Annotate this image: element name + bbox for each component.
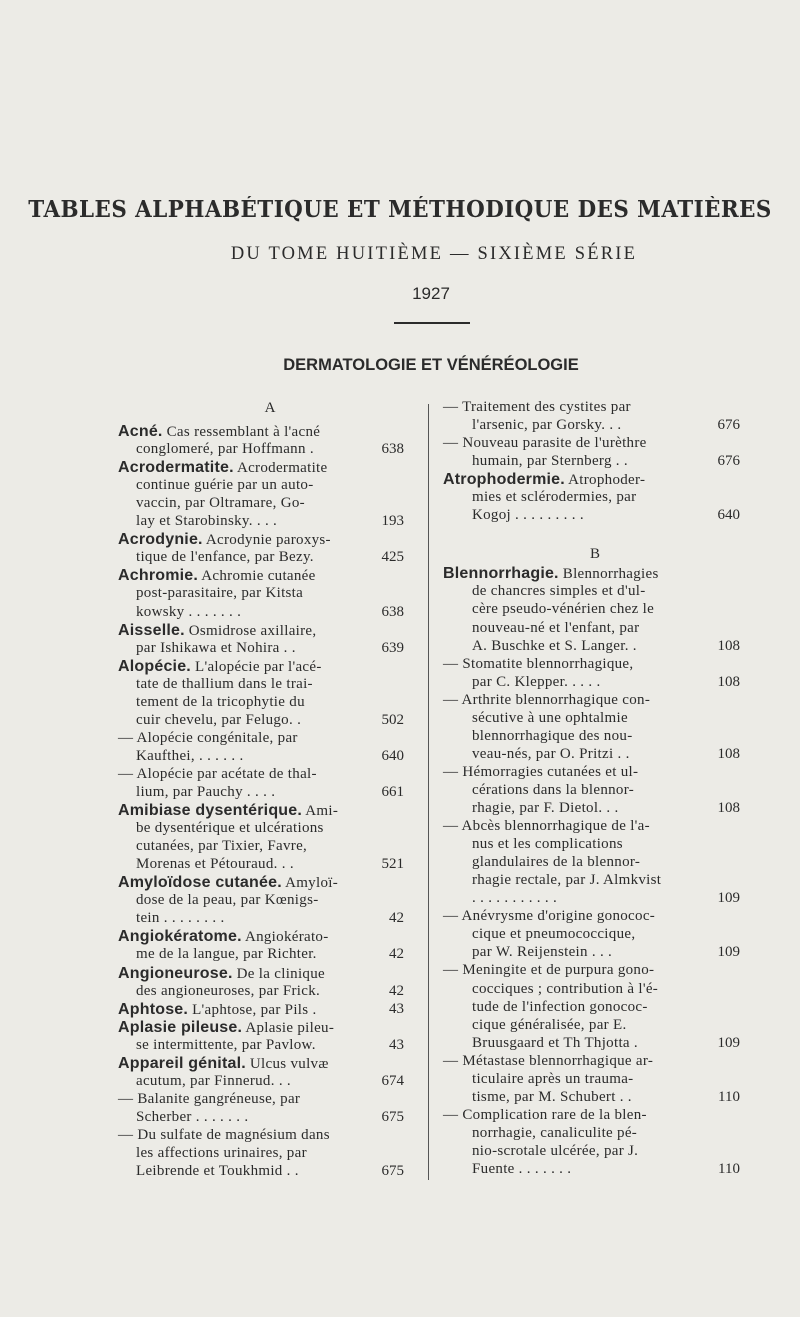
entry-text: — Nouveau parasite de l'urèthre bbox=[443, 435, 647, 452]
index-line bbox=[118, 566, 316, 586]
page-number: 43 bbox=[389, 1036, 404, 1053]
index-line bbox=[136, 1144, 307, 1163]
entry-text: nouveau-né et l'enfant, par bbox=[472, 619, 640, 636]
index-line bbox=[136, 982, 320, 1001]
entry-text: par C. Klepper. . . . . bbox=[472, 673, 601, 690]
entry-text: me de la langue, par Richter. bbox=[136, 946, 317, 963]
entry-text: — Stomatite blennorrhagique, bbox=[443, 655, 634, 672]
index-line bbox=[136, 837, 307, 856]
entry-headword: Amyloïdose cutanée. bbox=[118, 874, 282, 892]
index-line bbox=[443, 470, 645, 490]
entry-text: — Meningite et de purpura gono- bbox=[443, 962, 655, 979]
page-number: 109 bbox=[717, 890, 740, 907]
entry-text: — Arthrite blennorrhagique con- bbox=[443, 691, 651, 708]
entry-text: — Traitement des cystites par bbox=[443, 399, 631, 415]
index-line bbox=[136, 440, 314, 459]
index-line bbox=[472, 853, 640, 872]
entry-text: nio-scrotale ulcérée, par J. bbox=[472, 1142, 639, 1159]
index-line bbox=[118, 657, 322, 677]
index-line bbox=[443, 907, 655, 926]
index-line bbox=[472, 1124, 637, 1143]
index-line bbox=[118, 729, 298, 748]
entry-text: Angiokérato- bbox=[241, 929, 329, 946]
entry-text: Kaufthei, . . . . . . bbox=[136, 747, 244, 764]
index-line bbox=[118, 530, 331, 550]
entry-text: Ami- bbox=[302, 803, 339, 820]
index-line bbox=[472, 416, 622, 435]
page-number: 640 bbox=[717, 507, 740, 524]
index-line bbox=[136, 855, 294, 874]
entry-text: cique et pneumococcique, bbox=[472, 926, 636, 943]
index-line bbox=[443, 817, 650, 836]
index-line bbox=[136, 1162, 299, 1181]
entry-text: Osmidrose axillaire, bbox=[184, 622, 317, 639]
index-line bbox=[118, 927, 329, 947]
index-line bbox=[118, 1054, 329, 1074]
index-line bbox=[136, 512, 277, 531]
entry-headword: Angiokératome. bbox=[118, 928, 242, 946]
year: 1927 bbox=[412, 284, 450, 303]
page-number: 676 bbox=[717, 417, 740, 434]
entry-text: conglomeré, par Hoffmann . bbox=[136, 441, 314, 458]
index-line bbox=[472, 943, 612, 962]
page-number: 108 bbox=[717, 800, 740, 816]
index-line bbox=[118, 1090, 300, 1109]
index-line bbox=[472, 925, 635, 944]
entry-text: ticulaire après un trauma- bbox=[472, 1070, 634, 1087]
index-line bbox=[118, 765, 317, 784]
index-line bbox=[136, 945, 317, 964]
entry-text: Amyloï- bbox=[281, 875, 339, 892]
entry-text: cère pseudo-vénérien chez le bbox=[472, 601, 655, 618]
entry-text: Aplasie pileu- bbox=[242, 1019, 335, 1036]
entry-text: — Complication rare de la blen- bbox=[443, 1106, 647, 1123]
entry-headword: Acrodynie. bbox=[118, 531, 203, 549]
entry-headword: Acrodermatite. bbox=[118, 459, 234, 477]
page-number: 674 bbox=[381, 1072, 404, 1089]
entry-text: L'alopécie par l'acé- bbox=[190, 658, 322, 675]
entry-text: par W. Reijenstein . . . bbox=[472, 944, 613, 961]
letter-heading-a: A bbox=[264, 400, 276, 416]
entry-text: Acrodynie paroxys- bbox=[202, 532, 331, 549]
entry-text: — Alopécie congénitale, par bbox=[118, 729, 298, 746]
index-line bbox=[472, 1142, 638, 1161]
entry-headword: Aisselle. bbox=[118, 621, 185, 639]
page-number: 42 bbox=[389, 910, 404, 927]
index-line bbox=[443, 691, 650, 710]
title-rule bbox=[394, 322, 470, 324]
entry-text: l'arsenic, par Gorsky. . . bbox=[472, 417, 622, 434]
index-line bbox=[118, 1126, 330, 1145]
entry-headword: Blennorrhagie. bbox=[443, 565, 559, 583]
entry-text: Leibrende et Toukhmid . . bbox=[136, 1163, 299, 1180]
index-line bbox=[472, 980, 658, 999]
page-number: 193 bbox=[381, 513, 404, 530]
entry-headword: Amibiase dysentérique. bbox=[118, 802, 303, 820]
index-line bbox=[472, 673, 601, 692]
entry-text: post-parasitaire, par Kitsta bbox=[136, 585, 304, 602]
index-line bbox=[118, 621, 316, 641]
entry-text: norrhagie, canaliculite pé- bbox=[472, 1124, 638, 1141]
entry-text: continue guérie par un auto- bbox=[136, 477, 314, 494]
page-number: 521 bbox=[381, 856, 404, 873]
index-line bbox=[472, 727, 633, 746]
index-line bbox=[136, 1108, 248, 1127]
entry-text: cuir chevelu, par Felugo. . bbox=[136, 711, 302, 728]
entry-text: Atrophoder- bbox=[564, 472, 646, 489]
page-number: 639 bbox=[381, 639, 404, 656]
entry-text: Blennorrhagies bbox=[558, 566, 659, 583]
entry-text: glandulaires de la blennor- bbox=[472, 854, 641, 871]
entry-text: cocciques ; contribution à l'é- bbox=[472, 980, 659, 997]
index-line bbox=[472, 619, 639, 638]
index-line bbox=[136, 494, 305, 513]
page-number: 42 bbox=[389, 982, 404, 999]
index-line bbox=[443, 961, 654, 980]
index-line bbox=[443, 434, 647, 453]
entry-text: Bruusgaard et Th Thjotta . bbox=[472, 1034, 638, 1051]
entry-headword: Acné. bbox=[118, 423, 163, 440]
entry-text: — Hémorragies cutanées et ul- bbox=[443, 763, 639, 780]
index-line bbox=[118, 964, 325, 984]
entry-text: mies et sclérodermies, par bbox=[472, 489, 637, 506]
page-number: 109 bbox=[717, 1034, 740, 1051]
page-number: 425 bbox=[381, 549, 404, 566]
page-number: 675 bbox=[381, 1108, 404, 1125]
index-line bbox=[136, 476, 314, 495]
entry-text: lay et Starobinsky. . . . bbox=[136, 513, 278, 530]
index-line bbox=[118, 1000, 317, 1020]
index-line bbox=[472, 1160, 571, 1179]
entry-headword: Alopécie. bbox=[118, 657, 191, 675]
index-line bbox=[472, 889, 557, 908]
entry-text: par Ishikawa et Nohira . . bbox=[136, 639, 296, 656]
entry-text: des angioneuroses, par Frick. bbox=[136, 982, 321, 999]
entry-text: tisme, par M. Schubert . . bbox=[472, 1088, 632, 1105]
entry-text: cérations dans la blennor- bbox=[472, 781, 635, 798]
index-line bbox=[472, 871, 661, 890]
entry-text: Achromie cutanée bbox=[198, 568, 316, 585]
entry-text: acutum, par Finnerud. . . bbox=[136, 1072, 291, 1089]
page-number: 675 bbox=[381, 1163, 404, 1180]
volume-subtitle: DU TOME HUITIÈME — SIXIÈME SÉRIE bbox=[230, 244, 638, 264]
entry-text: veau-nés, par O. Pritzi . . bbox=[472, 745, 630, 762]
entry-text: — Balanite gangréneuse, par bbox=[118, 1090, 301, 1107]
entry-text: nus et les complications bbox=[472, 836, 623, 853]
index-line bbox=[118, 422, 320, 442]
entry-text: . . . . . . . . . . . bbox=[472, 890, 558, 907]
index-line bbox=[136, 693, 305, 712]
index-line bbox=[118, 801, 338, 821]
index-line bbox=[472, 709, 628, 728]
index-line bbox=[472, 600, 654, 619]
entry-text: cique généralisée, par E. bbox=[472, 1016, 627, 1033]
entry-text: Cas ressemblant à l'acné bbox=[162, 424, 321, 440]
index-line bbox=[472, 799, 619, 818]
section-heading: DERMATOLOGIE ET VÉNÉRÉOLOGIE bbox=[283, 356, 579, 374]
letter-heading-b: B bbox=[589, 546, 600, 562]
index-line bbox=[472, 745, 630, 764]
page-number: 42 bbox=[389, 946, 404, 963]
index-line bbox=[118, 458, 327, 478]
index-line bbox=[443, 1106, 647, 1125]
page-number: 109 bbox=[717, 944, 740, 961]
page-number: 43 bbox=[389, 1000, 404, 1017]
index-line bbox=[472, 582, 646, 601]
page-number: 640 bbox=[381, 747, 404, 764]
entry-text: humain, par Sternberg . . bbox=[472, 453, 628, 470]
page-number: 661 bbox=[381, 784, 404, 800]
entry-text: De la clinique bbox=[232, 965, 325, 982]
entry-headword: Appareil génital. bbox=[118, 1054, 246, 1072]
entry-text: blennorrhagique des nou- bbox=[472, 727, 633, 744]
index-line bbox=[443, 1052, 653, 1071]
index-line bbox=[136, 1072, 291, 1091]
index-line bbox=[136, 711, 301, 730]
column-divider bbox=[428, 404, 429, 1180]
index-line bbox=[136, 675, 313, 694]
entry-text: de chancres simples et d'ul- bbox=[472, 583, 646, 600]
index-line bbox=[472, 781, 634, 800]
index-line bbox=[136, 783, 275, 802]
page-number: 108 bbox=[717, 745, 740, 762]
entry-text: Kogoj . . . . . . . . . bbox=[472, 507, 584, 524]
entry-text: Acrodermatite bbox=[233, 460, 328, 477]
index-line bbox=[443, 763, 638, 782]
entry-text: Scherber . . . . . . . bbox=[136, 1108, 249, 1125]
index-line bbox=[472, 452, 628, 471]
index-line bbox=[472, 637, 637, 656]
entry-text: Fuente . . . . . . . bbox=[472, 1161, 572, 1177]
index-line bbox=[443, 655, 633, 674]
index-line bbox=[443, 398, 631, 417]
index-line bbox=[472, 1034, 638, 1053]
entry-headword: Angioneurose. bbox=[118, 964, 233, 982]
entry-text: Ulcus vulvæ bbox=[245, 1055, 329, 1072]
index-line bbox=[136, 584, 303, 603]
index-line bbox=[443, 564, 659, 584]
entry-text: — Métastase blennorrhagique ar- bbox=[443, 1052, 654, 1069]
entry-text: sécutive à une ophtalmie bbox=[472, 709, 628, 726]
entry-headword: Aphtose. bbox=[118, 1000, 189, 1018]
index-line bbox=[472, 998, 648, 1017]
index-line bbox=[136, 1036, 316, 1055]
index-line bbox=[136, 603, 241, 622]
index-line bbox=[136, 639, 296, 658]
entry-headword: Atrophodermie. bbox=[443, 471, 565, 489]
index-line bbox=[136, 909, 225, 928]
entry-text: — Anévrysme d'origine gonococ- bbox=[443, 908, 656, 925]
index-line bbox=[136, 819, 324, 838]
page-title: TABLES ALPHABÉTIQUE ET MÉTHODIQUE DES MATIÈRES bbox=[28, 196, 772, 223]
entry-text: tude de l'infection gonococ- bbox=[472, 998, 648, 1015]
index-line bbox=[136, 891, 319, 910]
page-number: 502 bbox=[381, 711, 404, 728]
page-number: 110 bbox=[718, 1088, 740, 1105]
page-number: 676 bbox=[717, 453, 740, 470]
entry-text: tein . . . . . . . . bbox=[136, 910, 225, 927]
entry-headword: Achromie. bbox=[118, 567, 199, 585]
entry-text: dose de la peau, par Kœnigs- bbox=[136, 892, 319, 909]
entry-text: L'aphtose, par Pils . bbox=[188, 1001, 317, 1018]
index-line bbox=[472, 1070, 633, 1089]
index-line bbox=[472, 1016, 627, 1035]
entry-text: lium, par Pauchy . . . . bbox=[136, 784, 276, 800]
index-line bbox=[118, 1018, 334, 1038]
index-line bbox=[118, 873, 338, 893]
index-line bbox=[136, 548, 314, 567]
page-number: 108 bbox=[717, 637, 740, 654]
entry-text: be dysentérique et ulcérations bbox=[136, 820, 324, 837]
entry-text: A. Buschke et S. Langer. . bbox=[472, 637, 637, 654]
index-line bbox=[472, 488, 636, 507]
entry-text: — Alopécie par acétate de thal- bbox=[118, 765, 317, 782]
entry-text: kowsky . . . . . . . bbox=[136, 603, 242, 620]
entry-text: Morenas et Pétouraud. . . bbox=[136, 856, 294, 873]
entry-text: vaccin, par Oltramare, Go- bbox=[136, 495, 305, 512]
page-number: 110 bbox=[718, 1161, 740, 1177]
entry-text: tate de thallium dans le trai- bbox=[136, 675, 313, 692]
entry-headword: Aplasie pileuse. bbox=[118, 1018, 243, 1036]
entry-text: les affections urinaires, par bbox=[136, 1145, 307, 1161]
entry-text: — Abcès blennorrhagique de l'a- bbox=[443, 818, 650, 835]
page-number: 638 bbox=[381, 603, 404, 620]
entry-text: se intermittente, par Pavlow. bbox=[136, 1036, 316, 1053]
entry-text: tique de l'enfance, par Bezy. bbox=[136, 549, 314, 566]
page-number: 108 bbox=[717, 673, 740, 690]
page-number: 638 bbox=[381, 441, 404, 458]
entry-text: tement de la tricophytie du bbox=[136, 693, 305, 710]
entry-text: rhagie, par F. Dietol. . . bbox=[472, 800, 619, 816]
index-line bbox=[472, 506, 584, 525]
index-line bbox=[136, 747, 244, 766]
index-line bbox=[472, 835, 623, 854]
entry-text: cutanées, par Tixier, Favre, bbox=[136, 838, 308, 855]
entry-text: rhagie rectale, par J. Almkvist bbox=[472, 872, 662, 889]
index-line bbox=[472, 1088, 632, 1107]
entry-text: — Du sulfate de magnésium dans bbox=[118, 1126, 330, 1143]
